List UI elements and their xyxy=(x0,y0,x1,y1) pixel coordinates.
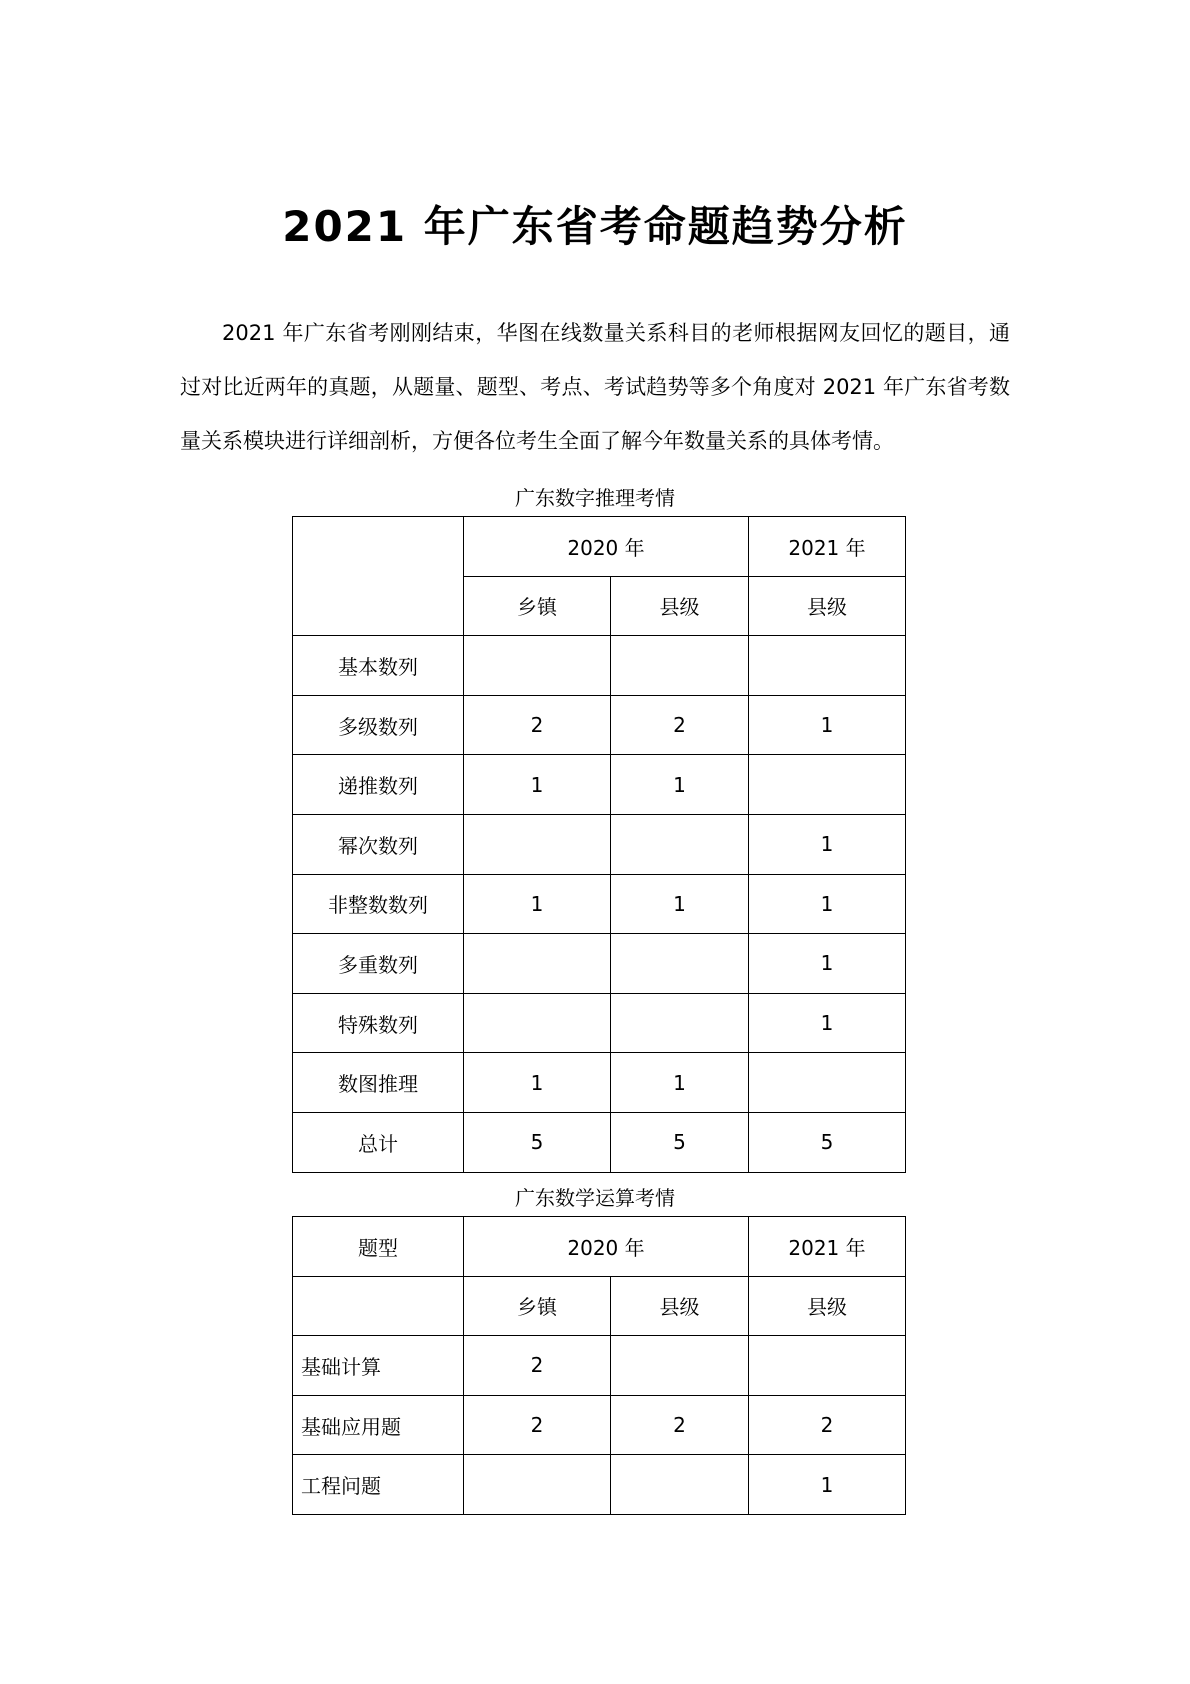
table-cell xyxy=(749,755,906,815)
table-cell xyxy=(464,1455,611,1515)
table-cell xyxy=(611,636,749,696)
table-cell: 2 xyxy=(464,1395,611,1455)
table-cell xyxy=(749,1336,906,1396)
row-label: 工程问题 xyxy=(293,1455,464,1515)
table-row xyxy=(293,636,906,696)
table2-header-2021: 2021 年 xyxy=(749,1217,906,1277)
row-label: 总计 xyxy=(293,1112,464,1172)
table-cell xyxy=(749,636,906,696)
table2-type-header: 题型 xyxy=(293,1217,464,1277)
table-row xyxy=(293,934,906,994)
table-cell: 2 xyxy=(464,695,611,755)
number-reasoning-table xyxy=(292,516,906,1173)
table1-header-2021: 2021 年 xyxy=(749,517,906,577)
row-label: 多重数列 xyxy=(293,934,464,994)
table2-header-2020: 2020 年 xyxy=(464,1217,749,1277)
row-label: 多级数列 xyxy=(293,695,464,755)
row-label: 特殊数列 xyxy=(293,993,464,1053)
row-label: 基本数列 xyxy=(293,636,464,696)
table-row xyxy=(293,814,906,874)
row-label: 基础计算 xyxy=(293,1336,464,1396)
row-label: 幂次数列 xyxy=(293,814,464,874)
table-cell: 1 xyxy=(749,1455,906,1515)
table1-caption: 广东数字推理考情 xyxy=(515,486,675,510)
table2-subheader: 县级 xyxy=(749,1276,906,1336)
table-cell: 2 xyxy=(749,1395,906,1455)
table-cell xyxy=(611,1336,749,1396)
table-cell: 2 xyxy=(611,1395,749,1455)
table-cell xyxy=(749,1053,906,1113)
table-cell: 1 xyxy=(464,874,611,934)
table1-subheader: 乡镇 xyxy=(464,576,611,636)
intro-paragraph: 2021 年广东省考刚刚结束，华图在线数量关系科目的老师根据网友回忆的题目，通过对比近两年的真题，从题量、题型、考点、考试趋势等多个角度对 2021 年广东省考数量关系模块进行详细剖析，方便各位考生全面了解今年数量关系的具体考情。 xyxy=(180,321,1010,453)
table2-subheader: 乡镇 xyxy=(464,1276,611,1336)
table-cell: 1 xyxy=(611,755,749,815)
table-row xyxy=(293,1112,906,1172)
table-row xyxy=(293,1336,906,1396)
table-cell: 2 xyxy=(464,1336,611,1396)
table-row xyxy=(293,1455,906,1515)
table-cell: 1 xyxy=(749,814,906,874)
table-cell: 1 xyxy=(464,755,611,815)
table1-subheader: 县级 xyxy=(611,576,749,636)
table-row xyxy=(293,1395,906,1455)
table-cell xyxy=(464,636,611,696)
table1-corner-cell xyxy=(293,517,464,636)
row-label: 数图推理 xyxy=(293,1053,464,1113)
table-cell xyxy=(611,993,749,1053)
table-cell xyxy=(464,993,611,1053)
table-cell xyxy=(611,814,749,874)
table-cell: 1 xyxy=(611,874,749,934)
table-cell: 5 xyxy=(611,1112,749,1172)
table-cell: 1 xyxy=(611,1053,749,1113)
table-cell: 2 xyxy=(611,695,749,755)
table-cell xyxy=(611,1455,749,1515)
table2-caption: 广东数学运算考情 xyxy=(515,1186,675,1210)
table-row xyxy=(293,993,906,1053)
table-cell xyxy=(611,934,749,994)
table-cell: 5 xyxy=(749,1112,906,1172)
table-row xyxy=(293,874,906,934)
table-cell xyxy=(464,934,611,994)
table-cell: 1 xyxy=(749,993,906,1053)
row-label: 基础应用题 xyxy=(293,1395,464,1455)
row-label: 非整数数列 xyxy=(293,874,464,934)
page-title: 2021 年广东省考命题趋势分析 xyxy=(282,202,908,251)
table-cell: 5 xyxy=(464,1112,611,1172)
table-cell xyxy=(464,814,611,874)
table-row xyxy=(293,1053,906,1113)
table2-subheader: 县级 xyxy=(611,1276,749,1336)
table-row xyxy=(293,755,906,815)
table-cell: 1 xyxy=(464,1053,611,1113)
table-row xyxy=(293,695,906,755)
math-operations-table xyxy=(292,1216,906,1515)
table1-header-2020: 2020 年 xyxy=(464,517,749,577)
row-label: 递推数列 xyxy=(293,755,464,815)
table-cell: 1 xyxy=(749,695,906,755)
table1-subheader: 县级 xyxy=(749,576,906,636)
table2-empty-cell xyxy=(293,1276,464,1336)
table-cell: 1 xyxy=(749,874,906,934)
table-cell: 1 xyxy=(749,934,906,994)
